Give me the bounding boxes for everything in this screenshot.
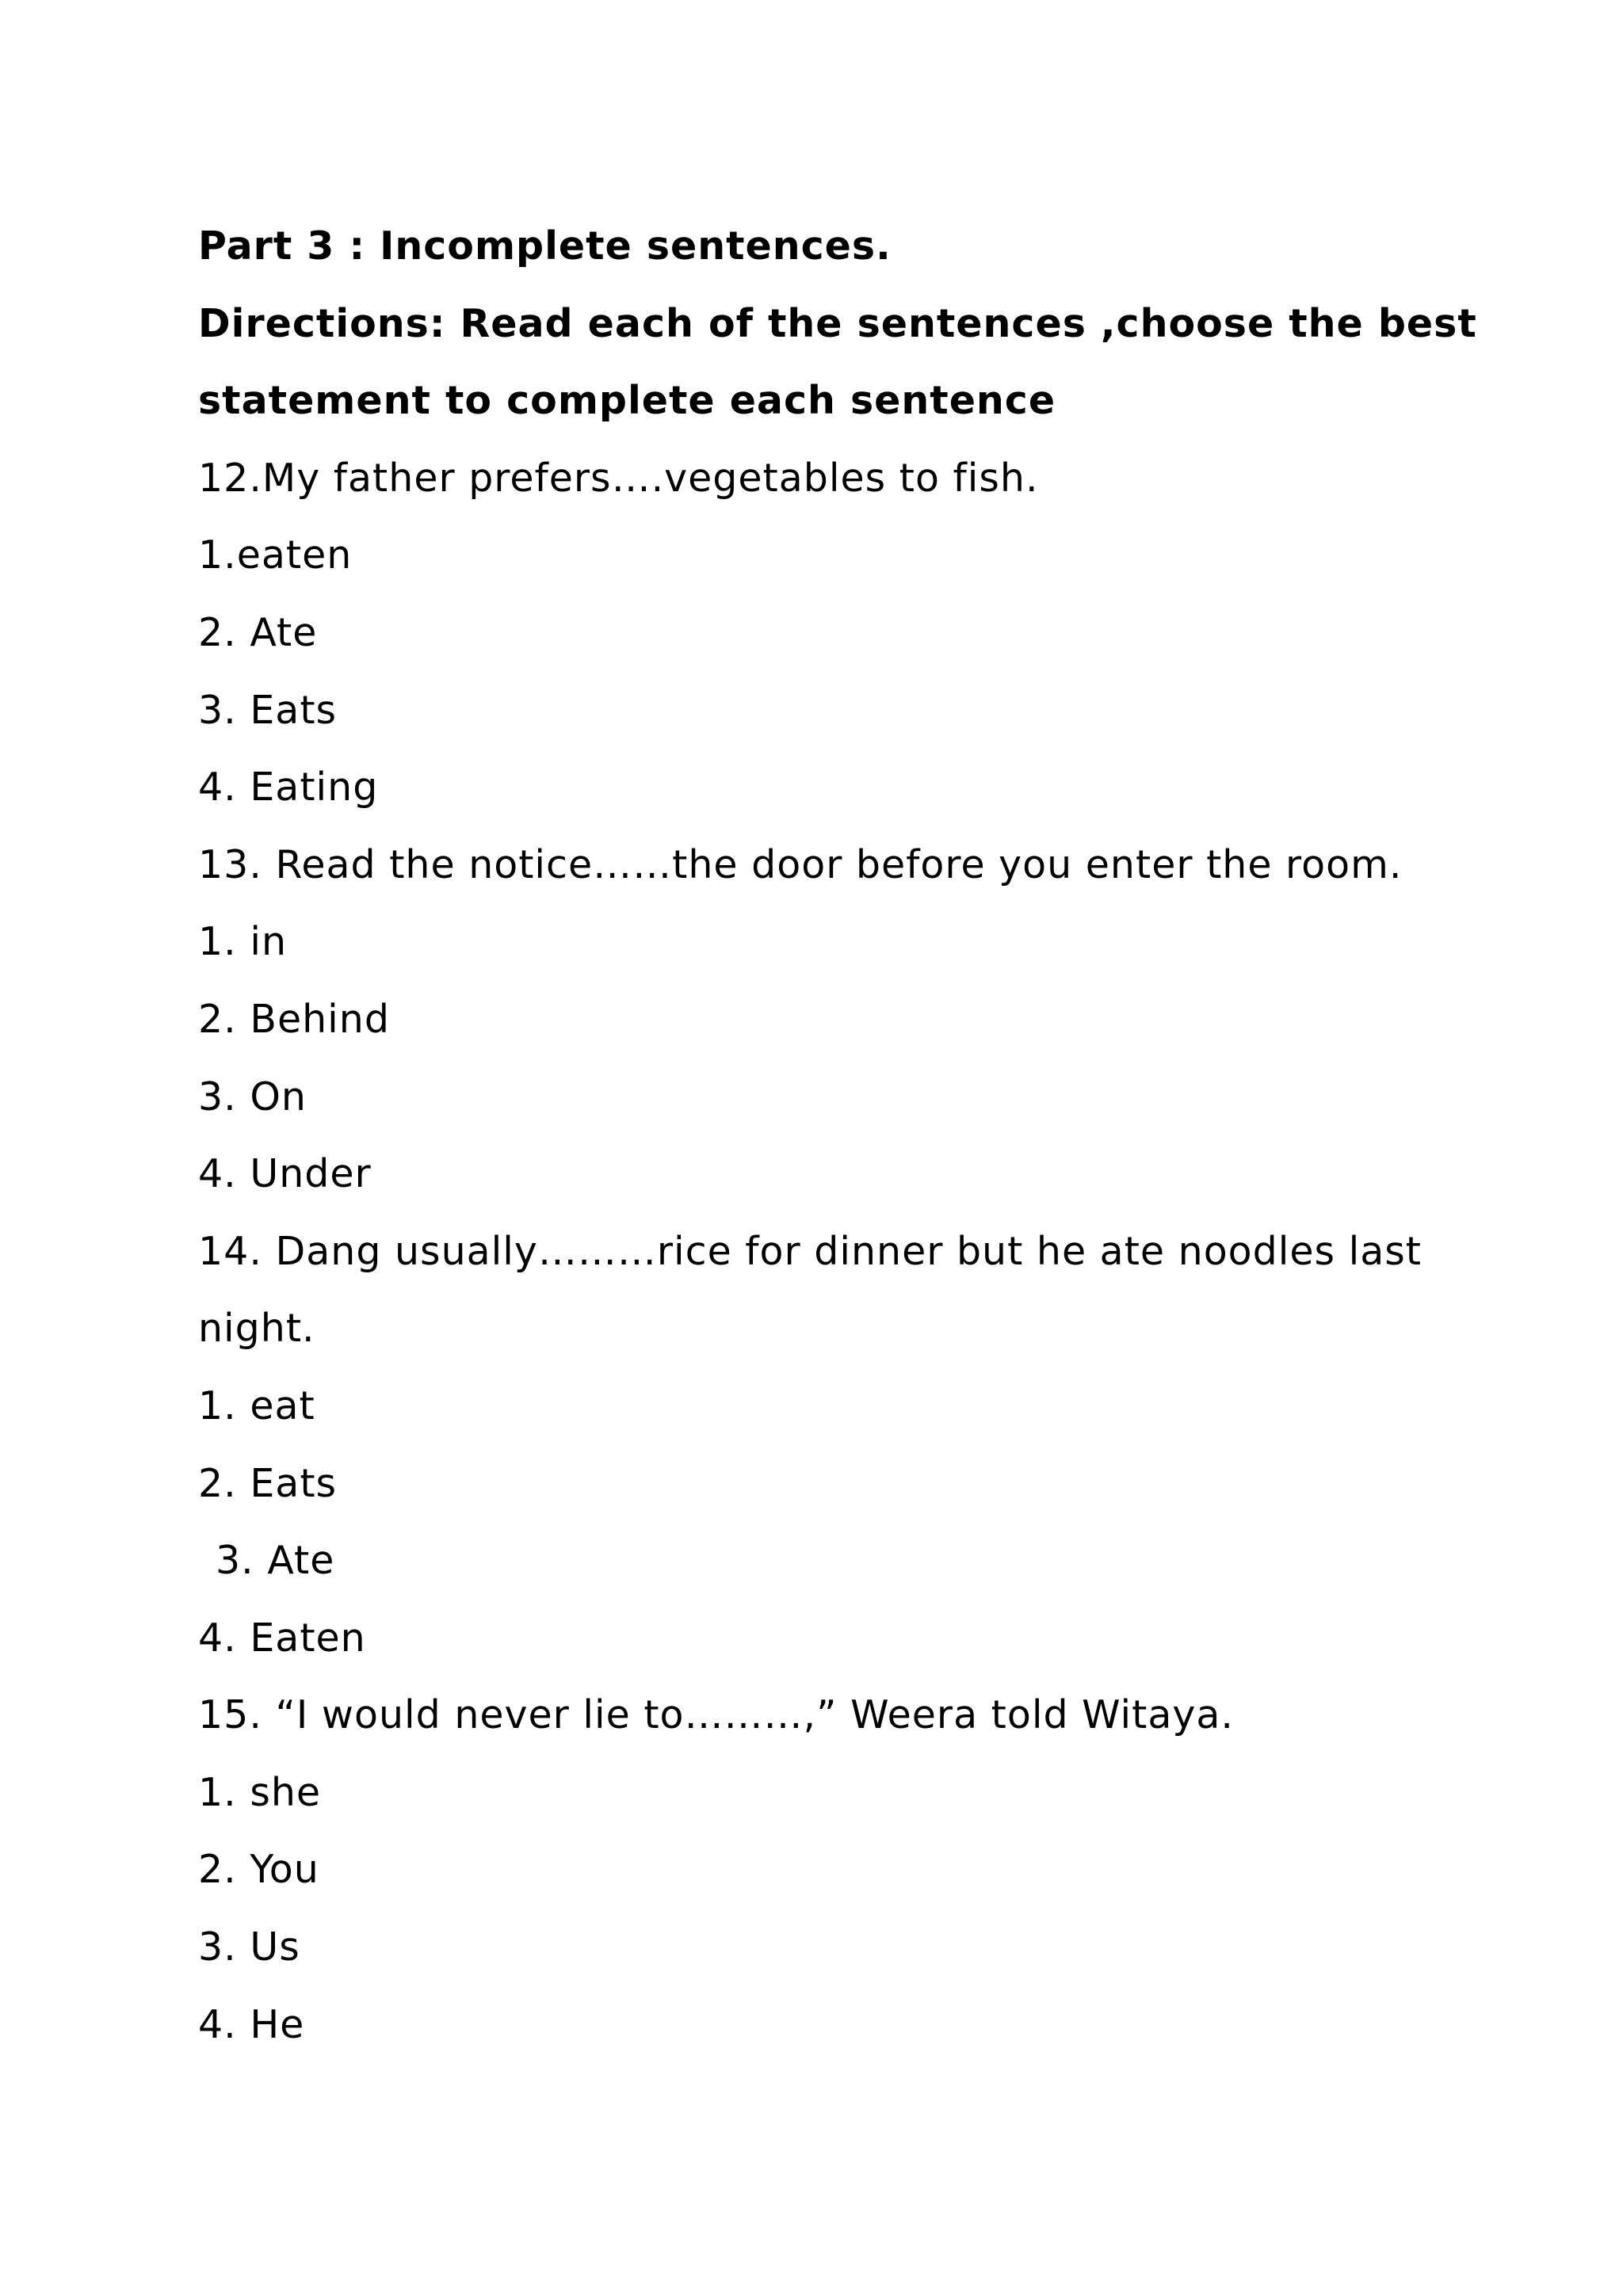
- question-12-option-4: 4. Eating: [198, 765, 379, 810]
- question-12-stem: 12.My father prefers….vegetables to fish.: [198, 455, 1039, 501]
- question-13-option-3: 3. On: [198, 1074, 307, 1119]
- question-15: [198, 1676, 1434, 2063]
- question-15-option-2: 2. You: [198, 1847, 319, 1893]
- directions-line-1: Directions: Read each of the sentences ,choose the best: [198, 300, 1477, 346]
- question-15-option-1: 1. she: [198, 1769, 322, 1815]
- question-12: [198, 440, 1434, 826]
- question-14-option-2: 2. Eats: [198, 1460, 338, 1506]
- question-14: [198, 1213, 1434, 1677]
- question-14-option-1: 1. eat: [198, 1383, 315, 1428]
- question-13-option-2: 2. Behind: [198, 996, 390, 1042]
- question-14-option-4: 4. Eaten: [198, 1615, 366, 1661]
- worksheet-content: [198, 208, 1477, 2063]
- question-15-option-4: 4. He: [198, 2001, 305, 2047]
- question-13-option-4: 4. Under: [198, 1151, 372, 1197]
- part-title: Part 3 : Incomplete sentences.: [198, 223, 892, 269]
- question-15-option-3: 3. Us: [198, 1924, 300, 1970]
- question-13: [198, 826, 1434, 1213]
- question-12-option-2: 2. Ate: [198, 609, 318, 655]
- question-12-option-3: 3. Eats: [198, 687, 338, 733]
- directions-line-2: statement to complete each sentence: [198, 378, 1056, 424]
- question-14-stem-line-2: night.: [198, 1306, 315, 1352]
- question-14-stem-line-1: 14. Dang usually………rice for dinner but he ate noodles last: [198, 1228, 1423, 1274]
- question-12-option-1: 1.eaten: [198, 532, 353, 578]
- question-13-stem: 13. Read the notice……the door before you enter the room.: [198, 841, 1403, 887]
- question-13-option-1: 1. in: [198, 919, 287, 965]
- question-15-stem: 15. “I would never lie to………,” Weera told Witaya.: [198, 1692, 1234, 1738]
- question-14-option-3: 3. Ate: [216, 1538, 335, 1584]
